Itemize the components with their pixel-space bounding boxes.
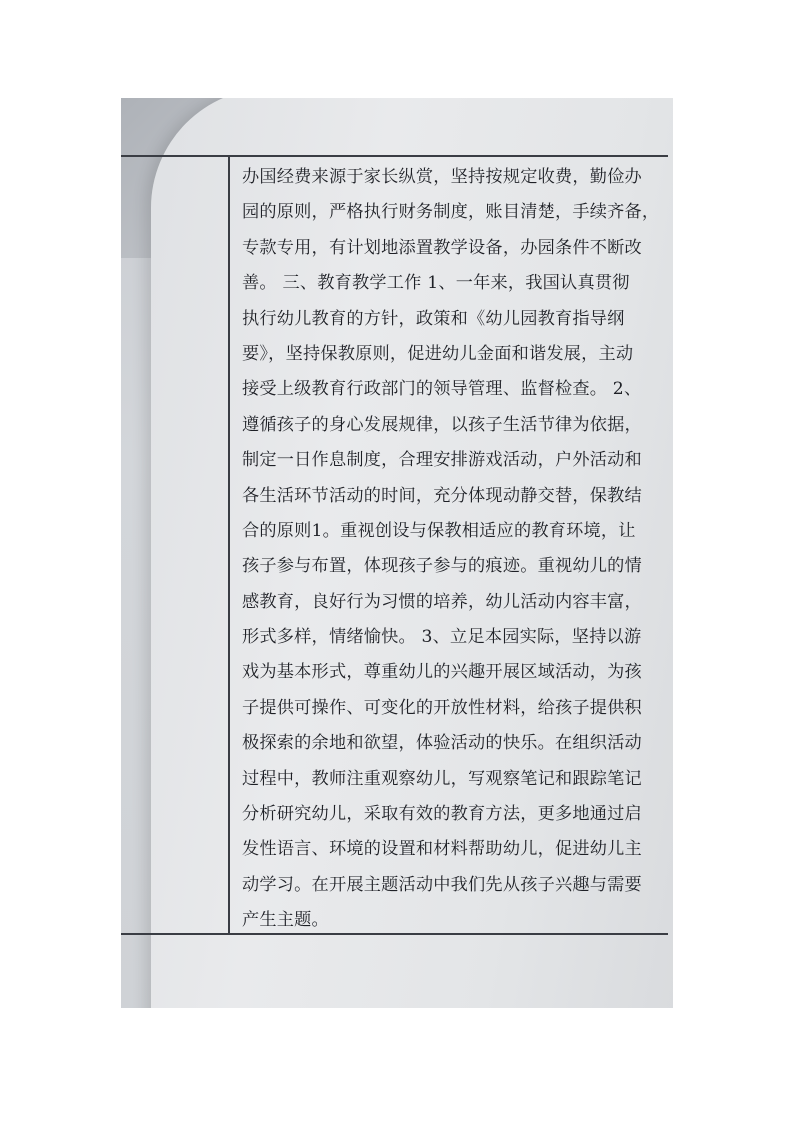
text-line: 子提供可操作、可变化的开放性材料，给孩子提供积 <box>242 697 642 718</box>
text-line: 戏为基本形式，尊重幼儿的兴趣开展区域活动，为孩 <box>242 662 642 683</box>
text-line: 孩子参与布置，体现孩子参与的痕迹。重视幼儿的情 <box>242 556 642 577</box>
text-line: 要》，坚持保教原则，促进幼儿金面和谐发展，主动 <box>242 343 634 364</box>
text-line: 动学习。在开展主题活动中我们先从孩子兴趣与需要 <box>242 874 642 895</box>
text-line: 善。 三、教育教学工作 1、一年来，我国认真贯彻 <box>242 273 630 294</box>
text-line: 感教育，良好行为习惯的培养，幼儿活动内容丰富， <box>242 591 642 612</box>
text-line: 合的原则1。重视创设与保教相适应的教育环境，让 <box>242 520 636 541</box>
table-left-column <box>121 155 228 935</box>
text-line: 制定一日作息制度，合理安排游戏活动，户外活动和 <box>242 450 642 471</box>
text-line: 执行幼儿教育的方针，政策和《幼儿园教育指导纲 <box>242 308 625 329</box>
text-line: 办国经费来源于家长纵赏，坚持按规定收费，勤俭办 <box>242 167 642 187</box>
text-line: 各生活环节活动的时间，充分体现动静交替，保教结 <box>242 485 642 506</box>
document-body-text <box>242 160 662 939</box>
text-line: 产生主题。 <box>242 910 329 931</box>
text-line: 分析研究幼儿，采取有效的教育方法，更多地通过启 <box>242 804 642 825</box>
text-line: 遵循孩子的身心发展规律，以孩子生活节律为依据， <box>242 414 642 435</box>
text-line: 发性语言、环境的设置和材料帮助幼儿，促进幼儿主 <box>242 839 642 860</box>
text-line: 过程中，教师注重观察幼儿，写观察笔记和跟踪笔记 <box>242 768 642 789</box>
text-line: 专款专用，有计划地添置教学设备，办园条件不断改 <box>242 237 642 258</box>
text-line: 极探索的余地和欲望，体验活动的快乐。在组织活动 <box>242 733 642 754</box>
text-line: 园的原则，严格执行财务制度，账目清楚，手续齐备， <box>242 202 660 223</box>
text-line: 接受上级教育行政部门的领导管理、监督检查。 2、 <box>242 379 642 400</box>
text-line: 形式多样，情绪愉快。 3、立足本园实际，坚持以游 <box>242 627 642 648</box>
